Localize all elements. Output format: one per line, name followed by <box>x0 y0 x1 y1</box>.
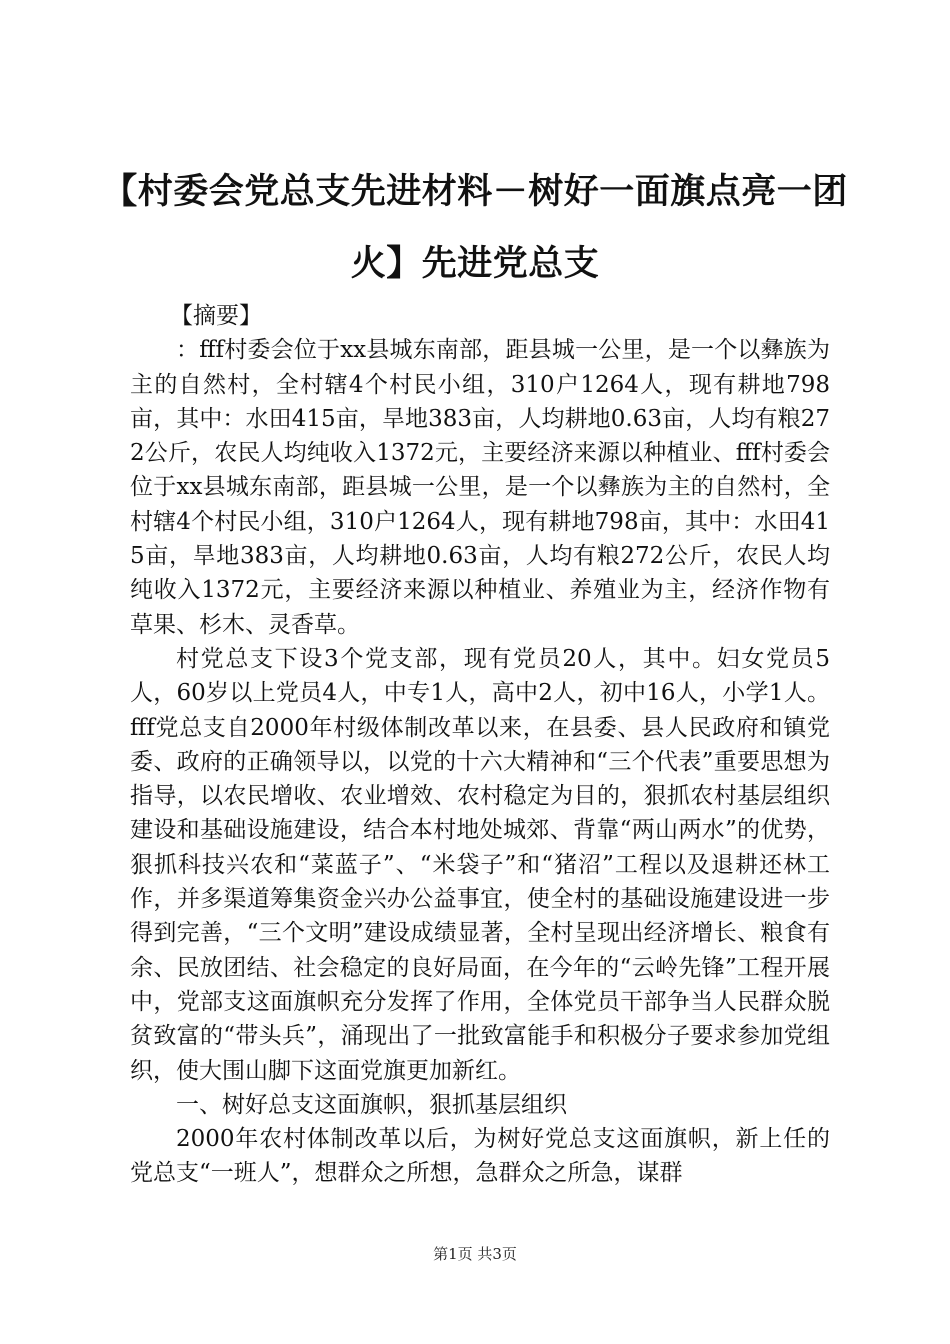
abstract-label: 【摘要】 <box>170 303 262 329</box>
paragraph-party-branch: 村党总支下设3个党支部，现有党员20人，其中。妇女党员5人，60岁以上党员4人，中专1人，高中2人，初中16人，小学1人。fff党总支自2000年村级体制改革以来，在县委、县人民政府和镇党委、政府的正确领导以，以党的十六大精神和“三个代表”重要思想为指导，以农民增收、农业增效、农村稳定为目的，狠抓农村基层组织建设和基础设施建设，结合本村地处城郊、背靠“两山两水”的优势，狠抓科技兴农和“菜蓝子”、“米袋子”和“猪沼”工程以及退耕还林工作，并多渠道筹集资金兴办公益事宜，使全村的基础设施建设进一步得到完善，“三个文明”建设成绩显著，全村呈现出经济增长、粮食有余、民放团结、社会稳定的良好局面，在今年的“云岭先锋”工程开展中，党部支这面旗帜充分发挥了作用，全体党员干部争当人民群众脱贫致富的“带头兵”，涌现出了一批致富能手和积极分子要求参加党组织，使大围山脚下这面党旗更加新红。 <box>130 645 830 1084</box>
paragraph-summary: ：fff村委会位于xx县城东南部，距县城一公里，是一个以彝族为主的自然村，全村辖4个村民小组，310户1264人，现有耕地798亩，其中：水田415亩，旱地383亩，人均耕地0.63亩，人均有粮272公斤，农民人均纯收入1372元，主要经济来源以种植业、fff村委会位于xx县城东南部，距县城一公里，是一个以彝族为主的自然村，全村辖4个村民小组，310户1264人，现有耕地798亩，其中：水田415亩，旱地383亩，人均耕地0.63亩，人均有粮272公斤，农民人均纯收入1372元，主要经济来源以种植业、养殖业为主，经济作物有草果、杉木、灵香草。 <box>130 337 830 638</box>
paragraph-reform: 2000年农村体制改革以后，为树好党总支这面旗帜，新上任的党总支“一班人”，想群众之所想，急群众之所急，谋群 <box>130 1126 830 1187</box>
section-heading-1: 一、树好总支这面旗帜，狠抓基层组织 <box>176 1091 567 1118</box>
document-title: 【村委会党总支先进材料－树好一面旗点亮一团火】先进党总支 <box>102 172 848 284</box>
page-number: 第1页 共3页 <box>433 1245 517 1263</box>
document-body <box>130 299 830 1191</box>
